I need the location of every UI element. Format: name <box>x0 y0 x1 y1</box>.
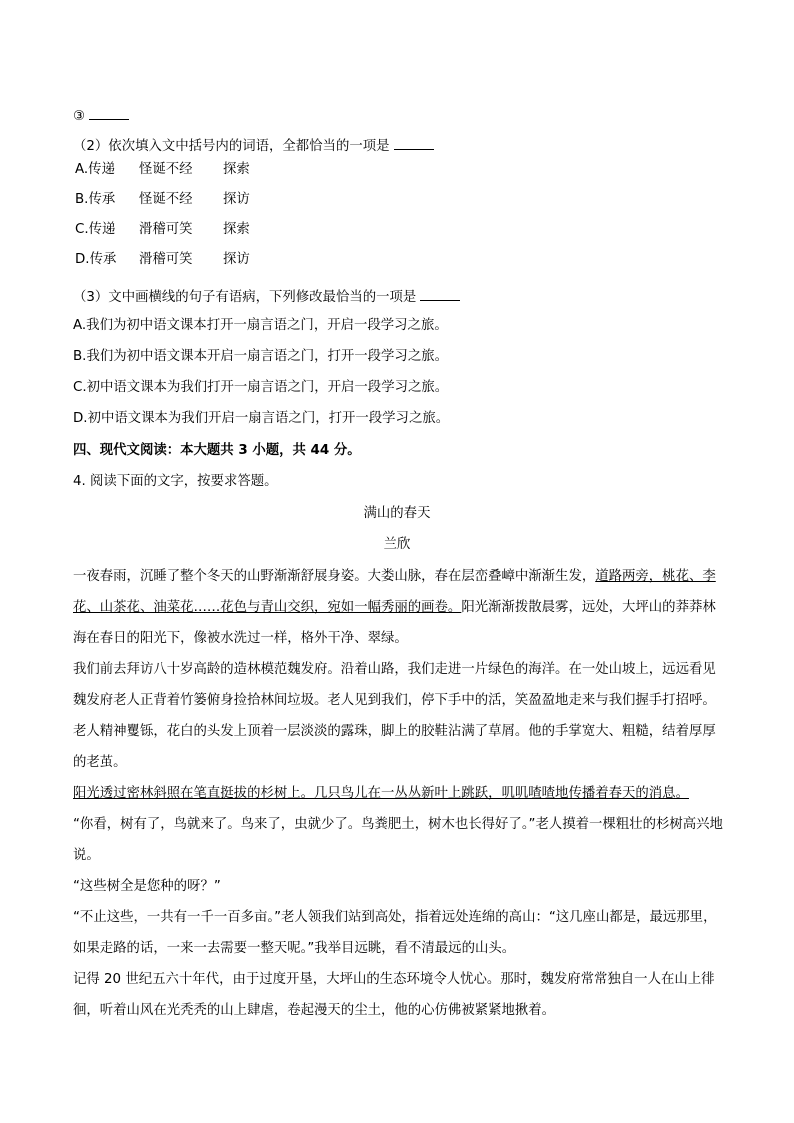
article-paragraph-5: “这些树全是您种的呀？” <box>73 879 221 894</box>
q3-option-d: D.初中语文课本为我们开启一扇言语之门，打开一段学习之旅。 <box>73 411 450 426</box>
option-word: 探索 <box>223 222 250 237</box>
answer-blank[interactable] <box>89 105 129 120</box>
q2-prompt <box>73 135 434 157</box>
article-paragraph-4: “你看，树有了，鸟就来了。鸟来了，虫就少了。鸟粪肥土，树木也长得好了。”老人摸着一棵粗壮的杉树高兴地说。 <box>73 817 723 863</box>
article-paragraph-3 <box>73 778 723 809</box>
q3-option-b: B.我们为初中语文课本开启一扇言语之门，打开一段学习之旅。 <box>73 349 448 364</box>
option-word: 探访 <box>223 252 250 267</box>
item-marker: ③ <box>73 109 86 124</box>
section-heading: 四、现代文阅读：本大题共 3 小题，共 44 分。 <box>73 443 361 458</box>
option-word: 怪诞不经 <box>139 192 193 207</box>
q2-prompt-text: （2）依次填入文中括号内的词语，全都恰当的一项是 <box>73 139 390 154</box>
article-paragraph-2: 我们前去拜访八十岁高龄的造林模范魏发府。沿着山路，我们走进一片绿色的海洋。在一处山坡上，远远看见魏发府老人正背着竹篓俯身捡拾林间垃圾。老人见到我们，停下手中的活，笑盈盈地走来与我们握手打招呼。老人精神矍铄，花白的头发上顶着一层淡淡的露珠，脚上的胶鞋沾满了草屑。他的手掌宽大、粗糙，结着厚厚的老茧。 <box>73 662 716 770</box>
article-paragraph-7: 记得 20 世纪五六十年代，由于过度开垦，大坪山的生态环境令人忧心。那时，魏发府常常独自一人在山上徘徊，听着山风在光秃秃的山上肆虐，卷起漫天的尘土，他的心仿佛被紧紧地揪着。 <box>73 972 715 1018</box>
underlined-sentence: 道路两旁，桃花、李花、山茶花、油菜花……花色与青山交织，宛如一幅秀丽的画卷。 <box>73 569 716 615</box>
option-label: C.传递 <box>75 222 116 237</box>
q2-option-b <box>75 190 250 210</box>
article-paragraph-6: “不止这些，一共有一千一百多亩。”老人领我们站到高处，指着远处连绵的高山：“这几座山都是，最远那里，如果走路的话，一来一去需要一整天呢。”我举目远眺，看不清最远的山头。 <box>73 910 717 956</box>
option-word: 怪诞不经 <box>139 162 193 177</box>
article-author: 兰欣 <box>383 537 411 552</box>
paragraph-text: 阳光渐渐拨散晨雾，远处，大坪山的莽莽林海在春日的阳光下，像被水洗过一样，格外干净、翠绿。 <box>73 600 716 646</box>
article-title: 满山的春天 <box>363 506 431 521</box>
answer-blank[interactable] <box>394 135 434 150</box>
question-instruction: 4. 阅读下面的文字，按要求答题。 <box>73 474 278 489</box>
option-label: D.传承 <box>75 252 117 267</box>
answer-blank[interactable] <box>420 286 460 301</box>
q3-prompt <box>73 286 460 308</box>
q2-option-d <box>75 250 250 270</box>
option-word: 滑稽可笑 <box>139 222 193 237</box>
q1-item3 <box>73 105 129 127</box>
option-label: A.传递 <box>75 162 115 177</box>
q2-option-a <box>75 160 250 180</box>
q3-option-c: C.初中语文课本为我们打开一扇言语之门，开启一段学习之旅。 <box>73 380 449 395</box>
q3-option-a: A.我们为初中语文课本打开一扇言语之门，开启一段学习之旅。 <box>73 318 448 333</box>
q2-option-c <box>75 220 250 240</box>
option-label: B.传承 <box>75 192 116 207</box>
option-word: 探索 <box>223 162 250 177</box>
q3-prompt-text: （3）文中画横线的句子有语病，下列修改最恰当的一项是 <box>73 290 417 305</box>
article-paragraph-1 <box>73 561 723 654</box>
underlined-sentence: 阳光透过密林斜照在笔直挺拔的杉树上。几只鸟儿在一丛丛新叶上跳跃，叽叽喳喳地传播着春天的消息。 <box>73 786 689 801</box>
option-word: 滑稽可笑 <box>139 252 193 267</box>
paragraph-text: 一夜春雨，沉睡了整个冬天的山野渐渐舒展身姿。大娄山脉，春在层峦叠嶂中渐渐生发， <box>73 569 596 584</box>
option-word: 探访 <box>223 192 250 207</box>
